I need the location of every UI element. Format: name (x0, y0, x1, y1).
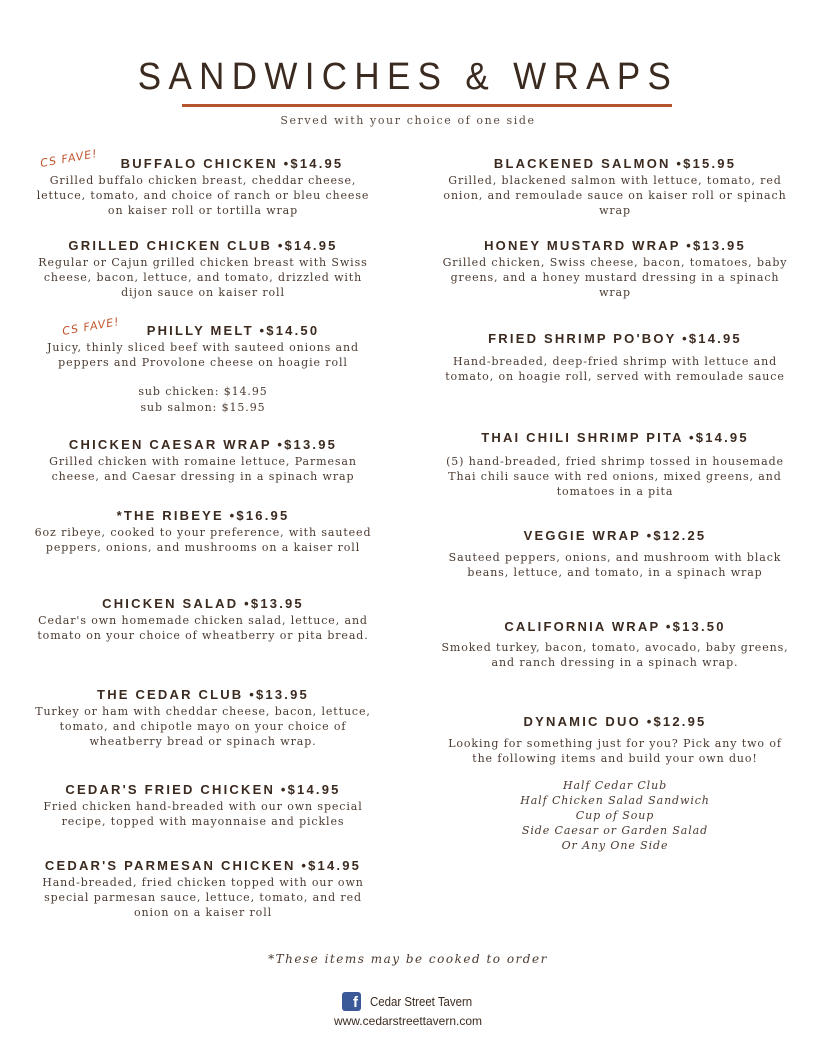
menu-item-cedar-club (28, 687, 378, 749)
item-description: Regular or Cajun grilled chicken breast with Swiss cheese, bacon, lettuce, and tomato, drizzled with dijon sauce on kaiser roll (38, 256, 368, 299)
item-description: Juicy, thinly sliced beef with sauteed onions and peppers and Provolone cheese on hoagie roll (47, 341, 359, 369)
menu-item-cedars-parmesan-chicken (28, 858, 378, 920)
menu-item-fried-shrimp-poboy (440, 331, 790, 384)
item-name: CHICKEN CAESAR WRAP •$13.95 (68, 437, 338, 452)
facebook-page-name: Cedar Street Tavern (370, 994, 473, 1009)
item-description: Turkey or ham with cheddar cheese, bacon, lettuce, tomato, and chipotle mayo on your choice of wheatberry bread or spinach wrap. (35, 705, 371, 748)
menu-item-blackened-salmon (440, 156, 790, 218)
menu-item-grilled-chicken-club (28, 238, 378, 300)
item-name: VEGGIE WRAP •$12.25 (523, 528, 707, 543)
item-name: THAI CHILI SHRIMP PITA •$14.95 (481, 430, 749, 445)
facebook-icon: f (342, 992, 361, 1011)
item-name: HONEY MUSTARD WRAP •$13.95 (484, 238, 746, 253)
item-description: Cedar's own homemade chicken salad, lettuce, and tomato on your choice of wheatberry or pita bread. (37, 614, 369, 642)
menu-item-cedars-fried-chicken (28, 782, 378, 829)
duo-option: Half Cedar Club (562, 779, 668, 792)
item-name: BUFFALO CHICKEN •$14.95 (120, 156, 344, 171)
menu-item-buffalo-chicken (28, 156, 378, 218)
item-name: CALIFORNIA WRAP •$13.50 (504, 619, 726, 634)
item-description: Looking for something just for you? Pick any two of the following items and build your own duo! (448, 737, 782, 765)
item-description: Grilled buffalo chicken breast, cheddar cheese, lettuce, tomato, and choice of ranch or bleu cheese on kaiser roll or tortilla wrap (36, 174, 370, 217)
menu-item-chicken-caesar-wrap (28, 437, 378, 484)
menu-item-veggie-wrap (440, 528, 790, 580)
item-description: Grilled, blackened salmon with lettuce, tomato, red onion, and remoulade sauce on kaiser roll or spinach wrap (443, 174, 787, 217)
item-description: Grilled chicken, Swiss cheese, bacon, tomatoes, baby greens, and a honey mustard dressing in a spinach wrap (442, 256, 788, 299)
duo-option: Cup of Soup (575, 809, 655, 822)
duo-option: Half Chicken Salad Sandwich (520, 794, 710, 807)
website-link[interactable]: www.cedarstreettavern.com (333, 1014, 483, 1028)
duo-option: Or Any One Side (561, 839, 669, 852)
title-underline (182, 104, 672, 107)
item-description: Smoked turkey, bacon, tomato, avocado, baby greens, and ranch dressing in a spinach wrap. (441, 641, 789, 669)
duo-options-list (440, 778, 790, 853)
facebook-link[interactable] (342, 992, 486, 1011)
cs-fave-label: CS FAVE! (61, 315, 121, 338)
menu-item-thai-chili-shrimp-pita (440, 430, 790, 499)
item-name: THE CEDAR CLUB •$13.95 (97, 687, 309, 702)
menu-item-california-wrap (440, 619, 790, 670)
item-name: CHICKEN SALAD •$13.95 (102, 596, 304, 611)
item-name: BLACKENED SALMON •$15.95 (493, 156, 737, 171)
cs-fave-label: CS FAVE! (39, 147, 99, 170)
item-name: PHILLY MELT •$14.50 (146, 323, 320, 338)
sub-chicken-price: sub chicken: $14.95 (138, 385, 268, 398)
page-subtitle: Served with your choice of one side (280, 114, 536, 127)
menu-item-honey-mustard-wrap (440, 238, 790, 300)
item-description: Fried chicken hand-breaded with our own special recipe, topped with mayonnaise and pickles (43, 800, 363, 828)
menu-item-ribeye (28, 508, 378, 555)
cooked-to-order-note: *These items may be cooked to order (268, 952, 548, 966)
menu-item-chicken-salad (28, 596, 378, 643)
item-description: (5) hand-breaded, fried shrimp tossed in housemade Thai chili sauce with red onions, mixed greens, and tomatoes in a pita (446, 455, 784, 498)
item-name: CEDAR'S PARMESAN CHICKEN •$14.95 (44, 858, 362, 873)
item-description: Hand-breaded, fried chicken topped with our own special parmesan sauce, lettuce, tomato, and red onion on a kaiser roll (42, 876, 364, 919)
sub-salmon-price: sub salmon: $15.95 (140, 401, 266, 414)
menu-item-dynamic-duo (440, 714, 790, 853)
item-description: Hand-breaded, deep-fried shrimp with lettuce and tomato, on hoagie roll, served with remoulade sauce (445, 355, 785, 383)
item-name: *THE RIBEYE •$16.95 (116, 508, 290, 523)
item-name: GRILLED CHICKEN CLUB •$14.95 (68, 238, 338, 253)
item-description: 6oz ribeye, cooked to your preference, with sauteed peppers, onions, and mushrooms on a kaiser roll (34, 526, 372, 554)
page-title: SANDWICHES & WRAPS (137, 56, 679, 98)
duo-option: Side Caesar or Garden Salad (521, 824, 709, 837)
item-description: Sauteed peppers, onions, and mushroom with black beans, lettuce, and tomato, in a spinach wrap (448, 551, 782, 579)
item-description: Grilled chicken with romaine lettuce, Parmesan cheese, and Caesar dressing in a spinach wrap (49, 455, 357, 483)
menu-item-philly-melt (28, 323, 378, 415)
item-name: FRIED SHRIMP PO'BOY •$14.95 (488, 331, 742, 346)
item-name: DYNAMIC DUO •$12.95 (523, 714, 707, 729)
item-name: CEDAR'S FRIED CHICKEN •$14.95 (65, 782, 341, 797)
